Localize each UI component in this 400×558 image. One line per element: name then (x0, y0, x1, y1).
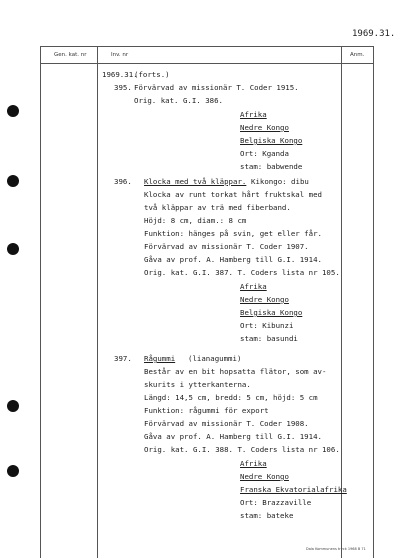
entry-line: Afrika (240, 282, 267, 291)
entry-line: Ort: Kganda (240, 149, 289, 158)
entry-line: Förvärvad av missionär T. Coder 1908. (144, 419, 309, 428)
entry-line: Förvärvad av missionär T. Coder 1907. (144, 242, 309, 251)
header-anm: Anm. (350, 52, 365, 58)
entry-line: skurits i ytterkanterna. (144, 380, 251, 389)
column-divider-1 (97, 46, 98, 558)
header-top-rule (40, 46, 373, 47)
entry-line: Består av en bit hopsatta flätor, som av- (144, 367, 327, 376)
entry-line: 397. (114, 354, 132, 363)
entry-line: Klocka med två kläppar. (144, 177, 247, 186)
entry-line: Ort: Kibunzi (240, 321, 294, 330)
entry-line: Afrika (240, 110, 267, 119)
punch-hole-icon (7, 465, 19, 477)
entry-line: Längd: 14,5 cm, bredd: 5 cm, höjd: 5 cm (144, 393, 318, 402)
entry-line: Gåva av prof. A. Hamberg till G.I. 1914. (144, 432, 322, 441)
entry-line: Funktion: rågummi för export (144, 406, 269, 415)
entry-line: Klocka av runt torkat hårt fruktskal med (144, 190, 322, 199)
entry-line: Nedre Kongo (240, 472, 289, 481)
header-gen-kat-nr: Gen. kat. nr (54, 52, 87, 58)
entry-line: två kläppar av trä med fiberband. (144, 203, 291, 212)
entry-line: Nedre Kongo (240, 295, 289, 304)
entry-line: Kikongo: dibu (251, 177, 309, 186)
entry-line: Rågummi (144, 354, 176, 363)
column-divider-2 (341, 46, 342, 558)
entry-line: stam: basundi (240, 334, 298, 343)
entry-line: 395. (114, 83, 132, 92)
entry-line: Ort: Brazzaville (240, 498, 312, 507)
entry-line: Belgiska Kongo (240, 308, 303, 317)
punch-hole-icon (7, 175, 19, 187)
right-border (373, 46, 374, 558)
punch-hole-icon (7, 105, 19, 117)
entry-line: 1969.31. (102, 70, 138, 79)
entry-line: stam: babwende (240, 162, 303, 171)
entry-line: (forts.) (134, 70, 170, 79)
punch-hole-icon (7, 243, 19, 255)
entry-line: Orig. kat. G.I. 387. T. Coders lista nr 105. (144, 268, 340, 277)
header-inv-nr: Inv. nr (111, 52, 129, 58)
entry-line: stam: bateke (240, 511, 294, 520)
entry-line: 396. (114, 177, 132, 186)
entry-line: Belgiska Kongo (240, 136, 303, 145)
page-number: 1969.31. (352, 29, 396, 39)
entry-line: Nedre Kongo (240, 123, 289, 132)
entry-line: (lianagummi) (188, 354, 242, 363)
entry-line: Franska Ekvatorialafrika (240, 485, 347, 494)
header-bottom-rule (40, 63, 373, 64)
entry-line: Orig. kat. G.I. 388. T. Coders lista nr 106. (144, 445, 340, 454)
entry-line: Förvärvad av missionär T. Coder 1915. (134, 83, 299, 92)
left-border (40, 46, 41, 558)
print-footer: Dala Kommunens tryck 1968 B 71 (306, 547, 366, 551)
entry-line: Funktion: hänges på svin, get eller får. (144, 229, 322, 238)
entry-line: Orig. kat. G.I. 386. (134, 96, 223, 105)
entry-line: Höjd: 8 cm, diam.: 8 cm (144, 216, 247, 225)
entry-line: Gåva av prof. A. Hamberg till G.I. 1914. (144, 255, 322, 264)
entry-line: Afrika (240, 459, 267, 468)
punch-hole-icon (7, 400, 19, 412)
